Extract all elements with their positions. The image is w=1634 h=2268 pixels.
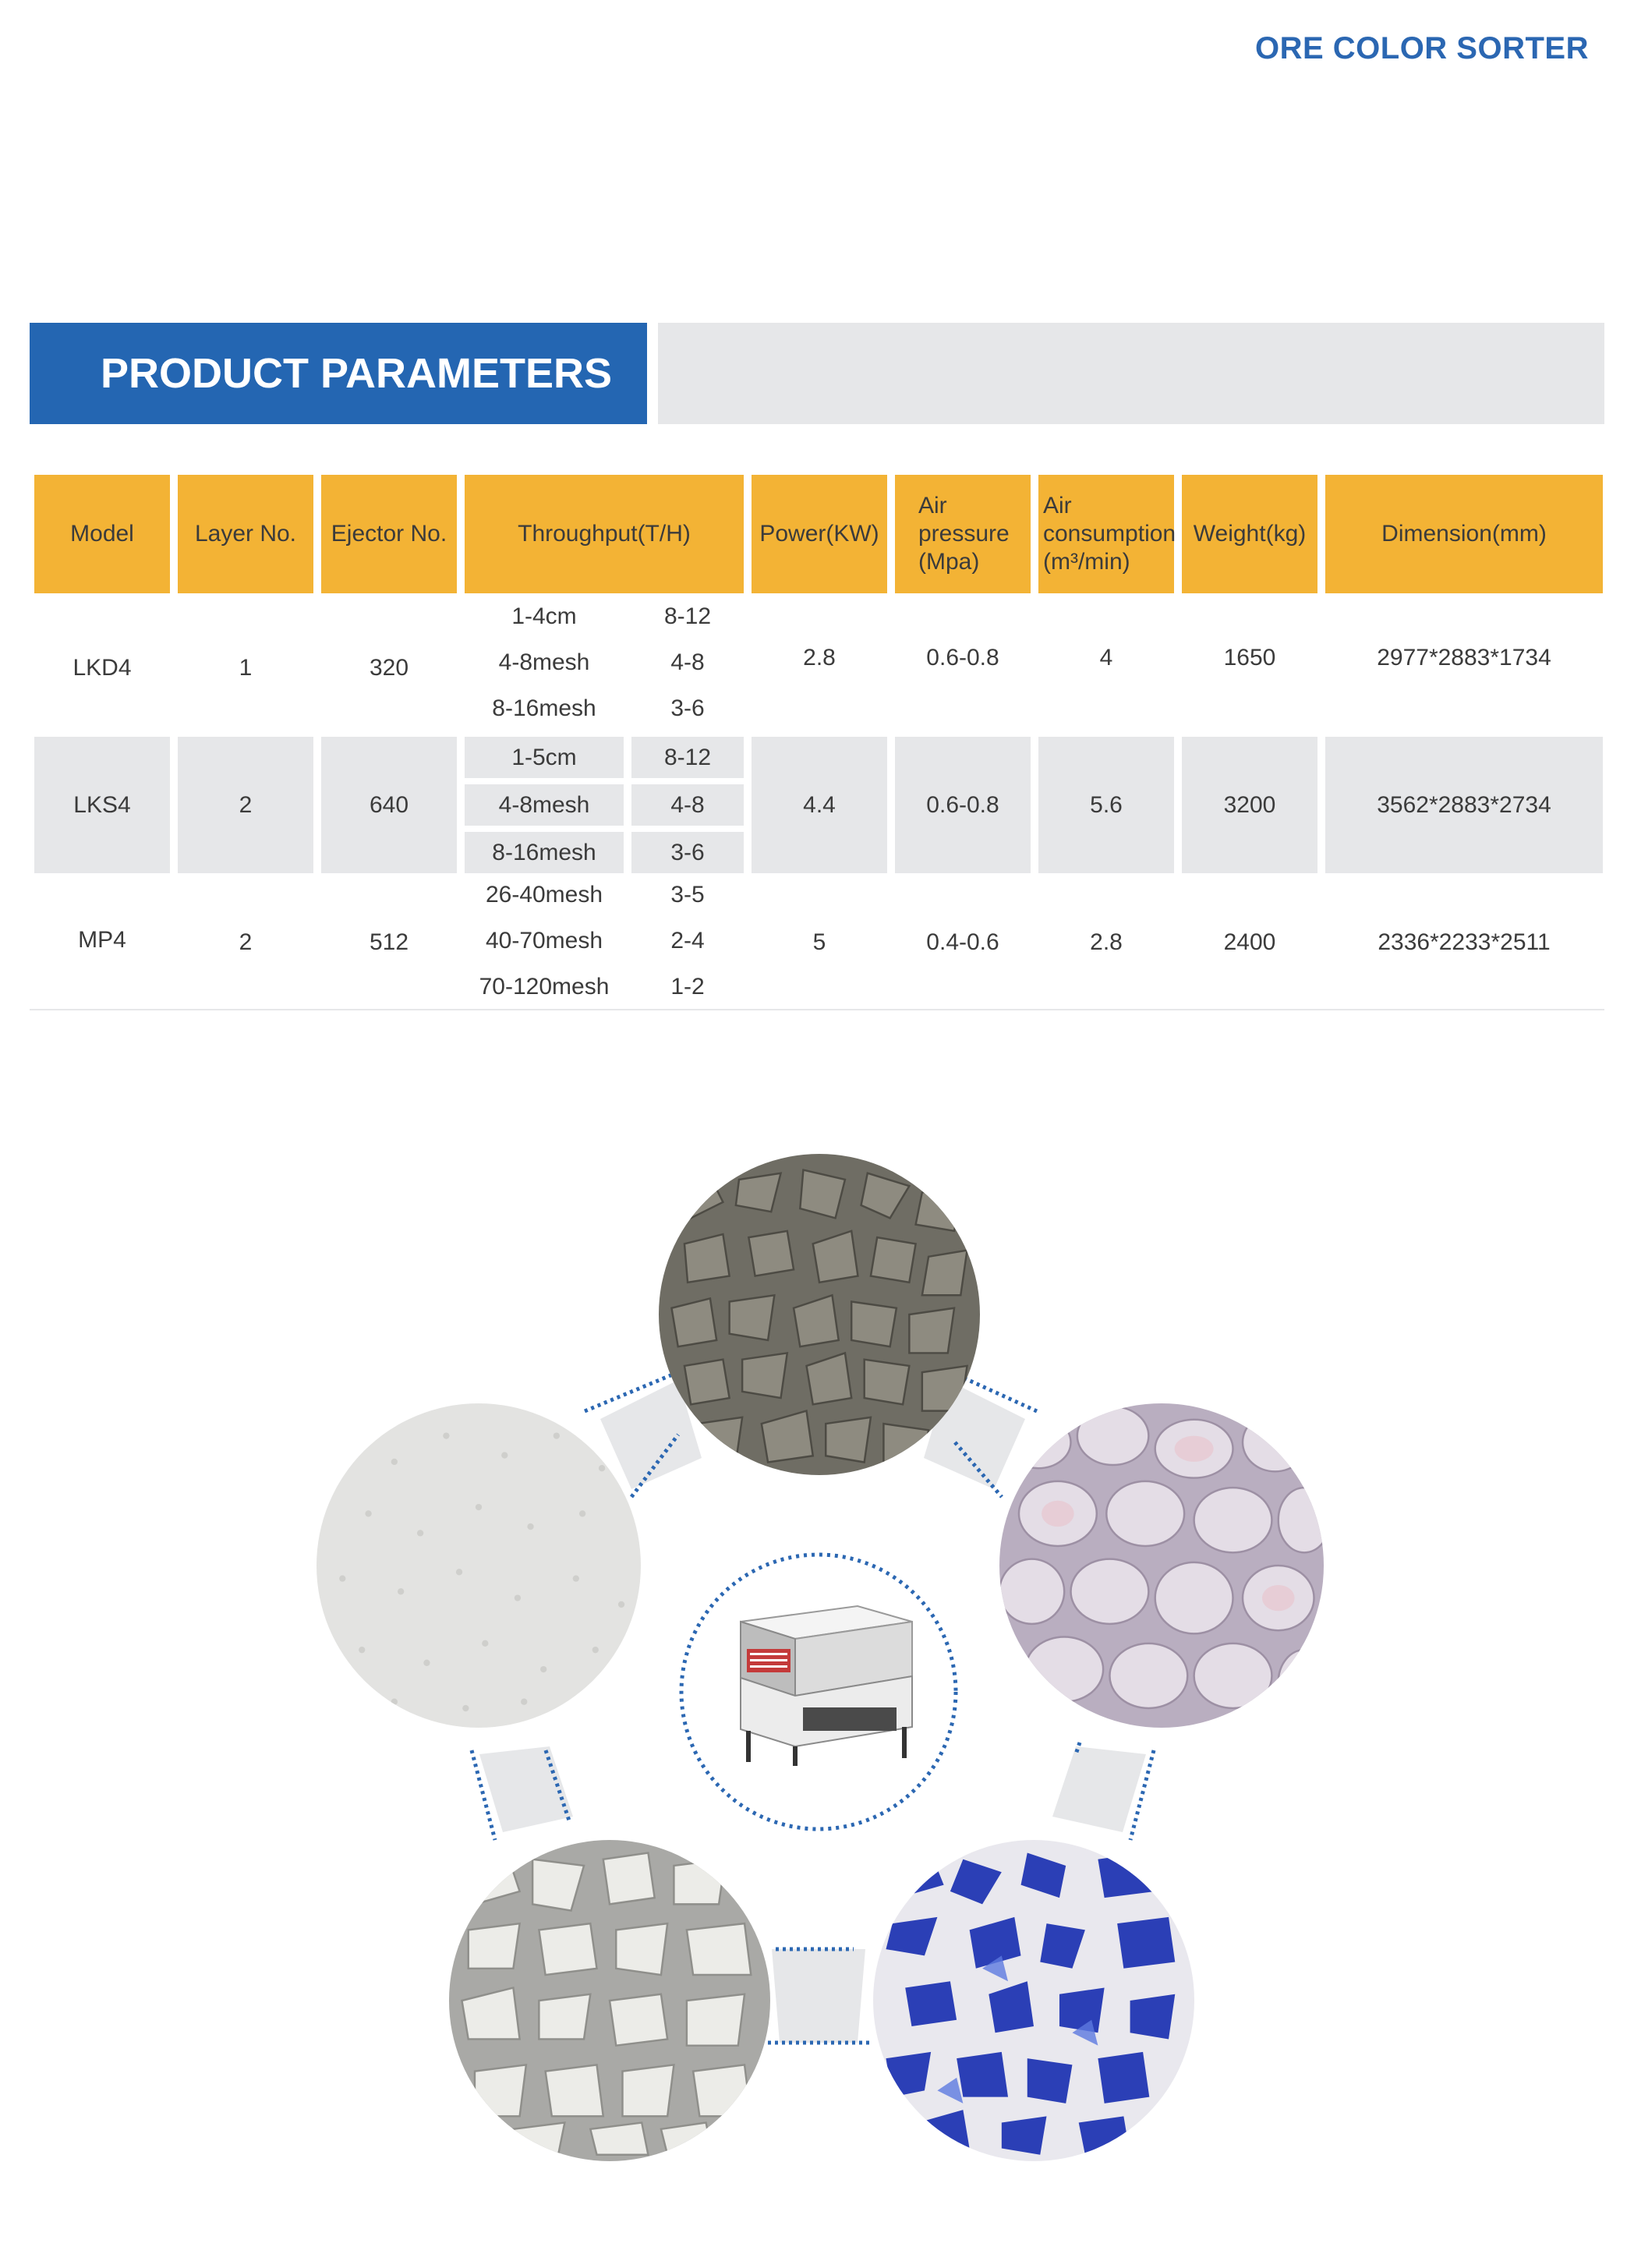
sample-pink-quartz-image	[999, 1403, 1324, 1728]
table-row	[30, 737, 1604, 873]
cell-throughput-rate: 3-6	[631, 832, 744, 873]
cell-ejector: 512	[369, 929, 409, 955]
cell-dimension: 2336*2233*2511	[1378, 929, 1551, 955]
cell-throughput-rate: 4-8	[631, 784, 744, 826]
cell-throughput-size: 8-16mesh	[465, 832, 624, 873]
table-row	[30, 596, 1604, 732]
cell-throughput-size: 4-8mesh	[498, 649, 590, 675]
cell-model: LKS4	[34, 737, 170, 873]
cell-ejector: 640	[321, 737, 457, 873]
cell-weight: 3200	[1182, 737, 1317, 873]
brand-title: ORE COLOR SORTER	[1254, 31, 1589, 65]
cell-air-pressure: 0.6-0.8	[926, 644, 999, 670]
cell-power: 4.4	[752, 737, 887, 873]
table-row	[30, 874, 1604, 1010]
cell-throughput-rate: 8-12	[663, 603, 712, 629]
header-air-consumption	[1038, 475, 1174, 593]
header-air-consumption-line1: Air	[1043, 493, 1072, 518]
section-header	[30, 323, 1604, 424]
cell-ejector: 320	[369, 654, 409, 681]
header-layer: Layer No.	[178, 475, 313, 593]
cell-throughput-size: 1-4cm	[511, 603, 577, 629]
header-throughput: Throughput(T/H)	[465, 475, 744, 593]
table-bottom-rule	[30, 1009, 1604, 1010]
cell-throughput-rate: 8-12	[631, 737, 744, 778]
cell-layer: 1	[239, 654, 253, 681]
header-model: Model	[34, 475, 170, 593]
cell-throughput-rate: 3-5	[670, 881, 705, 908]
cell-air-pressure: 0.6-0.8	[895, 737, 1031, 873]
header-air-pressure-line1: Air	[918, 493, 947, 518]
cell-layer: 2	[178, 737, 313, 873]
cell-throughput-size: 40-70mesh	[485, 927, 603, 954]
section-title: PRODUCT PARAMETERS	[30, 323, 647, 424]
cell-layer: 2	[239, 929, 253, 955]
cell-throughput-size: 8-16mesh	[492, 695, 596, 721]
cell-dimension: 3562*2883*2734	[1325, 737, 1603, 873]
header-air-consumption-line3: (m³/min)	[1043, 549, 1130, 575]
cell-throughput-size: 70-120mesh	[479, 973, 610, 1000]
cell-model: LKD4	[73, 654, 132, 681]
cell-air-pressure: 0.4-0.6	[926, 929, 999, 955]
cell-throughput-rate: 3-6	[670, 695, 705, 721]
cell-air-consumption: 5.6	[1038, 737, 1174, 873]
connector-left-bottom	[479, 1746, 573, 1832]
connector-right-bottom	[1052, 1746, 1146, 1832]
cell-dimension: 2977*2883*1734	[1377, 644, 1551, 670]
header-power: Power(KW)	[752, 475, 887, 593]
cell-weight: 2400	[1223, 929, 1276, 955]
cell-throughput-size: 1-5cm	[465, 737, 624, 778]
connector-bottom	[772, 1949, 865, 2043]
cell-throughput-rate: 1-2	[670, 973, 705, 1000]
header-air-pressure-line3: (Mpa)	[918, 549, 980, 575]
cell-power: 5	[812, 929, 826, 955]
cell-model: MP4	[78, 926, 126, 953]
section-bar-fill	[658, 323, 1604, 424]
cell-power: 2.8	[803, 644, 836, 670]
sample-silica-sand-image	[317, 1403, 641, 1728]
header-air-pressure	[895, 475, 1031, 593]
table-header	[30, 475, 1604, 593]
color-sorter-machine-image	[709, 1590, 928, 1770]
cell-throughput-rate: 4-8	[670, 649, 705, 675]
header-dimension: Dimension(mm)	[1325, 475, 1603, 593]
parameters-table	[30, 475, 1604, 1000]
cell-throughput-size: 4-8mesh	[465, 784, 624, 826]
header-air-pressure-line2: pressure	[918, 521, 1010, 547]
sample-blue-glass-image	[873, 1840, 1194, 2161]
sample-dark-ore-image	[659, 1154, 980, 1475]
cell-air-consumption: 2.8	[1090, 929, 1123, 955]
cell-weight: 1650	[1223, 644, 1276, 670]
header-ejector: Ejector No.	[321, 475, 457, 593]
header-weight: Weight(kg)	[1182, 475, 1317, 593]
cell-air-consumption: 4	[1099, 644, 1113, 670]
sample-white-marble-image	[449, 1840, 770, 2161]
header-air-consumption-line2: consumption	[1043, 521, 1176, 547]
sample-diagram	[296, 1154, 1341, 2144]
cell-throughput-size: 26-40mesh	[485, 881, 603, 908]
cell-throughput-rate: 2-4	[670, 927, 705, 954]
